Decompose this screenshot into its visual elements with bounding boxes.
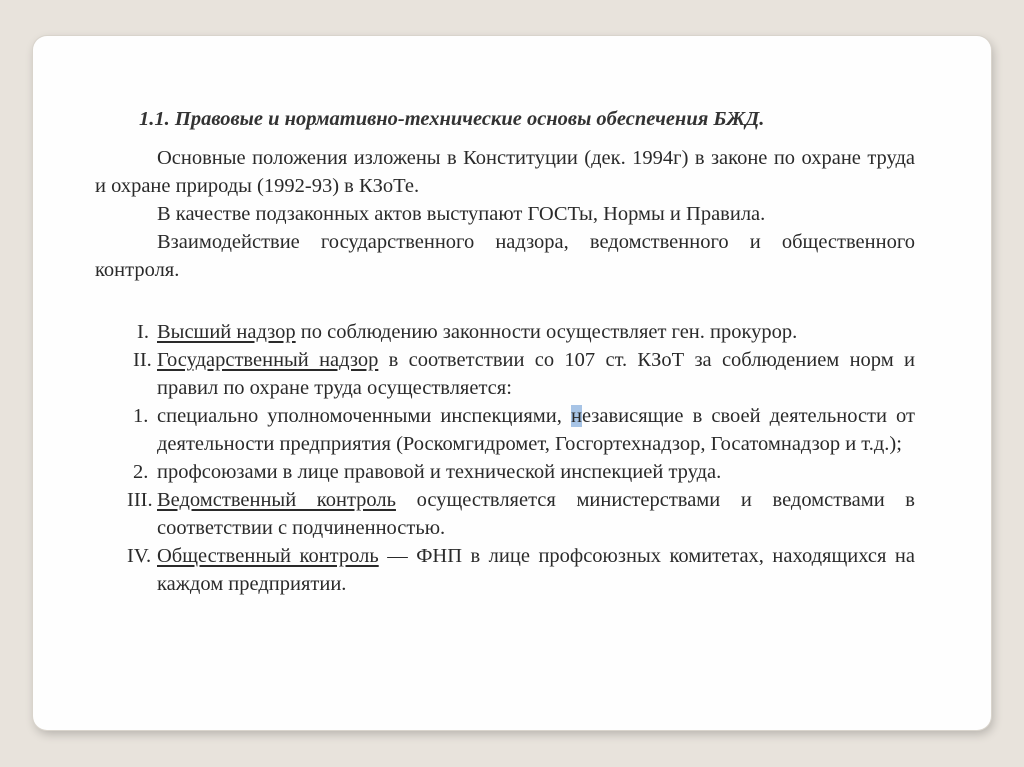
paragraph-1: Основные положения изложены в Конституции (дек. 1994г) в законе по охране труда и охране природы (1992-93) в КЗоТе. <box>95 147 915 197</box>
item-text: профсоюзами в лице правовой и технической инспекцией труда. <box>157 461 722 483</box>
item-text: в соответствии со 107 ст. КЗоТ за соблюдением норм и правил по охране труда осуществляется: <box>157 349 915 399</box>
item-term: Ведомственный контроль <box>157 489 396 511</box>
item-number: 1. <box>133 405 149 427</box>
item-term: Государственный надзор <box>157 349 379 371</box>
item-term: Высший надзор <box>157 321 296 343</box>
item-text: осуществляется министерствами и ведомствами в соответствии с подчиненностью. <box>157 489 915 539</box>
item-number: I. <box>137 321 149 343</box>
spacer <box>95 284 915 318</box>
document-page <box>95 104 915 598</box>
item-number: IV. <box>127 545 152 567</box>
list-item-1 <box>95 318 915 346</box>
item-term: Общественный контроль <box>157 545 379 567</box>
item-text: — ФНП в лице профсоюзных комитетах, находящихся на каждом предприятии. <box>157 545 915 595</box>
list-item-3 <box>95 402 915 458</box>
list-item-5 <box>95 486 915 542</box>
text-selection-highlight[interactable]: н <box>570 405 582 427</box>
paragraph-2: В качестве подзаконных актов выступают ГОСТы, Нормы и Правила. <box>157 203 766 225</box>
section-title: 1.1. Правовые и нормативно-технические основы обеспечения БЖД. <box>139 108 765 130</box>
item-text-continued: езависящие в своей деятельности от деятельности предприятия (Роскомгидромет, Госгортехнадзор, Госатомнадзор и т.д.); <box>157 405 916 455</box>
item-text: по соблюдению законности осуществляет ген. прокурор. <box>295 321 798 343</box>
list-item-6 <box>95 542 915 598</box>
list-item-2 <box>95 346 915 402</box>
item-number: III. <box>127 489 153 511</box>
list-item-4 <box>95 458 915 486</box>
item-text: специально уполномоченными инспекциями, <box>157 405 571 427</box>
item-number: 2. <box>133 461 149 483</box>
slide <box>33 36 991 730</box>
paragraph-3: Взаимодействие государственного надзора, ведомственного и общественного контроля. <box>95 231 915 281</box>
item-number: II. <box>133 349 152 371</box>
